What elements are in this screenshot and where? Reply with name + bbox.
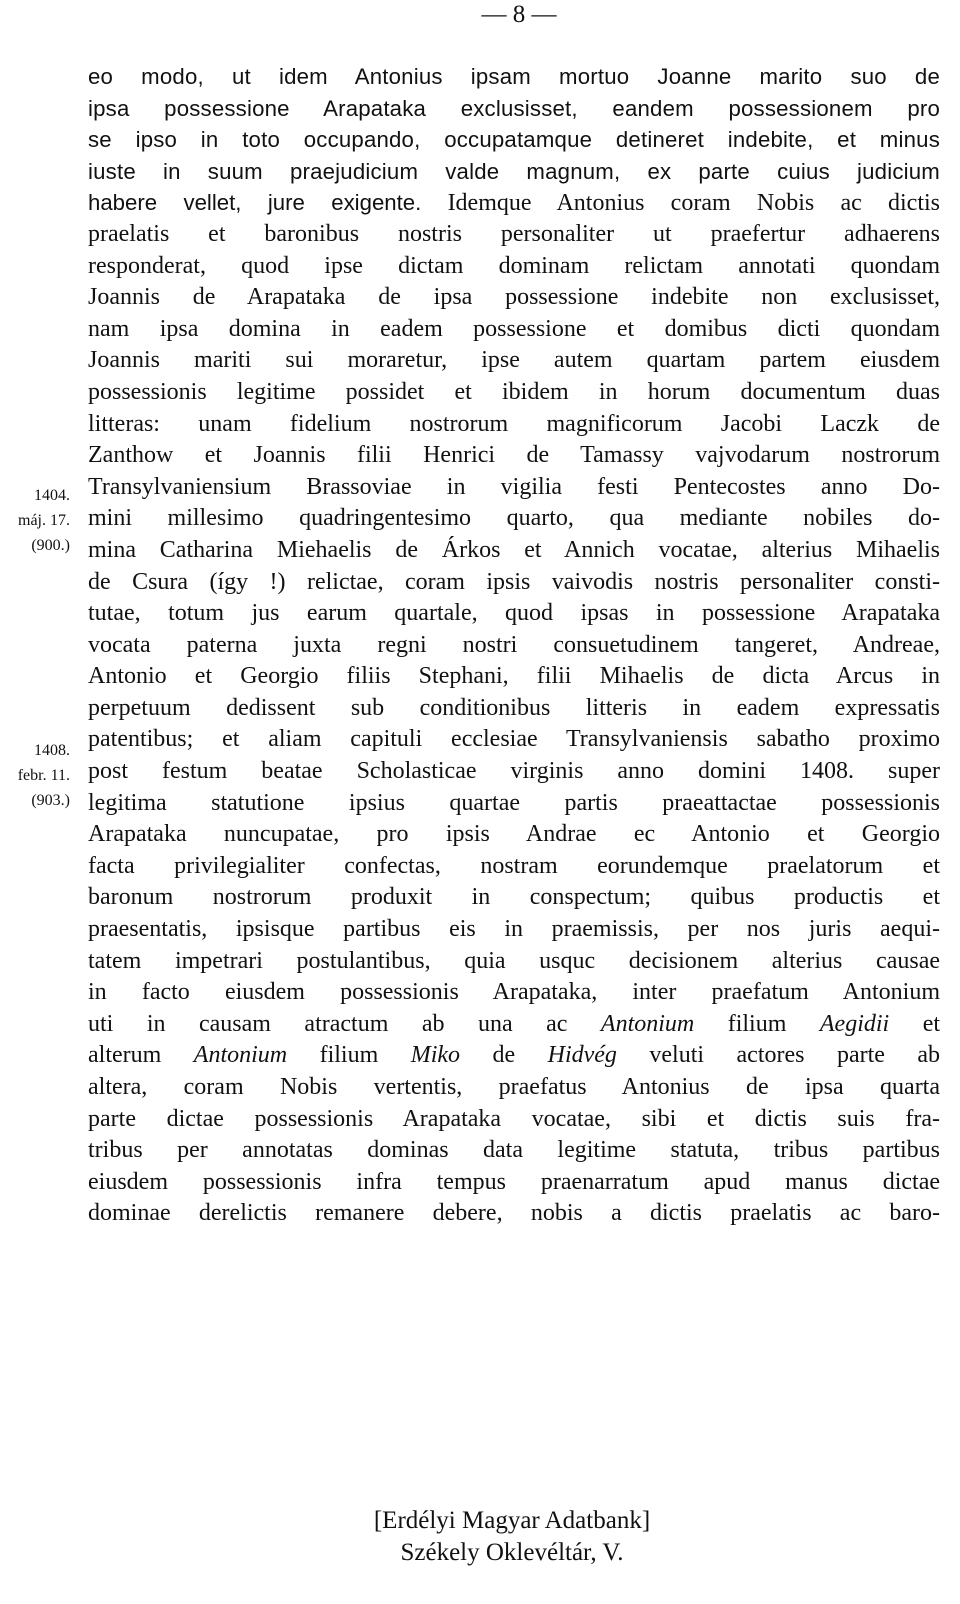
text-line: eo modo, ut idem Antonius ipsam mortuo Joanne marito suo de xyxy=(88,64,940,89)
italic-name: Antonium xyxy=(600,1010,695,1037)
text-segment: et xyxy=(922,1010,941,1037)
text-line: responderat, quod ipse dictam dominam relictam annotati quondam xyxy=(88,252,940,279)
text-line: possessionis legitime possidet et ibidem in horum documentum duas xyxy=(88,378,940,405)
footer-title: Székely Oklevéltár, V. xyxy=(400,1539,624,1566)
text-line: vocata paterna juxta regni nostri consuetudinem tangeret, Andreae, xyxy=(88,631,940,658)
text-line: nam ipsa domina in eadem possessione et domibus dicti quondam xyxy=(88,315,940,342)
text-line: altera, coram Nobis vertentis, praefatus Antonius de ipsa quarta xyxy=(88,1074,940,1100)
text-line: patentibus; et aliam capituli ecclesiae Transylvaniensis sabatho proximo xyxy=(88,726,940,753)
text-line: Joannis mariti sui moraretur, ipse autem quartam partem eiusdem xyxy=(88,347,940,374)
text-line: Transylvaniensium Brassoviae in vigilia festi Pentecostes anno Do- xyxy=(88,473,940,500)
text-line: se ipso in toto occupando, occupatamque detineret indebite, et minus xyxy=(88,127,940,153)
margin-note-1404 xyxy=(2,483,70,558)
text-line: ipsa possessione Arapataka exclusisset, eandem possessionem pro xyxy=(88,95,940,121)
text-segment: Idemque Antonius coram Nobis ac dictis xyxy=(447,190,941,217)
text-line: facta privilegialiter confectas, nostram eorundemque praelatorum et xyxy=(88,852,940,879)
margin-note-date-line1: 1408. xyxy=(34,742,70,759)
margin-note-date-line2: máj. 17. xyxy=(18,512,70,529)
margin-note-ref: (903.) xyxy=(31,792,70,809)
text-segment: habere vellet, jure exigente. xyxy=(88,190,422,216)
text-line: iuste in suum praejudicium valde magnum, ex parte cuius judicium xyxy=(88,158,940,184)
margin-note-ref: (900.) xyxy=(31,537,70,554)
text-line xyxy=(88,187,940,219)
text-segment: alterum xyxy=(88,1042,162,1069)
text-segment: uti in causam atractum ab una ac xyxy=(88,1010,568,1037)
text-line: tutae, totum jus earum quartale, quod ipsas in possessione Arapataka xyxy=(88,600,940,627)
text-line: de Csura (így !) relictae, coram ipsis vaivodis nostris personaliter consti- xyxy=(88,568,940,595)
text-line xyxy=(88,1009,940,1041)
text-line: tribus per annotatas dominas data legitime statuta, tribus partibus xyxy=(88,1137,940,1164)
text-line: mini millesimo quadringentesimo quarto, qua mediante nobiles do- xyxy=(88,505,940,532)
text-line: litteras: unam fidelium nostrorum magnificorum Jacobi Laczk de xyxy=(88,410,940,437)
text-line: perpetuum dedissent sub conditionibus litteris in eadem expressatis xyxy=(88,694,940,721)
text-segment: veluti actores parte ab xyxy=(649,1042,941,1069)
footer-source: [Erdélyi Magyar Adatbank] xyxy=(373,1507,651,1534)
text-line: post festum beatae Scholasticae virginis anno domini 1408. super xyxy=(88,758,940,785)
text-segment: filium xyxy=(319,1042,379,1069)
text-segment: de xyxy=(492,1042,516,1069)
text-line: Joannis de Arapataka de ipsa possessione indebite non exclusisset, xyxy=(88,284,940,311)
text-segment: filium xyxy=(727,1010,787,1037)
italic-name: Aegidii xyxy=(819,1010,890,1037)
margin-note-date-line1: 1404. xyxy=(34,487,70,504)
text-line: dominae derelictis remanere debere, nobis a dictis praelatis ac baro- xyxy=(88,1200,940,1227)
text-line: eiusdem possessionis infra tempus praenarratum apud manus dictae xyxy=(88,1168,940,1195)
text-line: praelatis et baronibus nostris personaliter ut praefertur adhaerens xyxy=(88,220,940,247)
text-line: Arapataka nuncupatae, pro ipsis Andrae ec Antonio et Georgio xyxy=(88,821,940,848)
italic-name: Hidvég xyxy=(547,1042,617,1069)
italic-name: Miko xyxy=(410,1042,461,1069)
margin-note-date-line2: febr. 11. xyxy=(17,767,70,784)
margin-note-1408 xyxy=(2,738,70,813)
text-line: baronum nostrorum produxit in conspectum; quibus productis et xyxy=(88,884,940,911)
text-line: in facto eiusdem possessionis Arapataka, inter praefatum Antonium xyxy=(88,979,940,1006)
body-text xyxy=(88,61,940,1230)
text-line: Antonio et Georgio filiis Stephani, filii Mihaelis de dicta Arcus in xyxy=(88,663,940,690)
page-number: — 8 — xyxy=(481,1,557,28)
text-line: legitima statutione ipsius quartae partis praeattactae possessionis xyxy=(88,789,940,816)
italic-name: Antonium xyxy=(193,1042,288,1069)
text-line: mina Catharina Miehaelis de Árkos et Annich vocatae, alterius Mihaelis xyxy=(88,536,940,563)
text-line: Zanthow et Joannis filii Henrici de Tamassy vajvodarum nostrorum xyxy=(88,442,940,469)
text-line: praesentatis, ipsisque partibus eis in praemissis, per nos juris aequi- xyxy=(88,916,940,943)
text-line xyxy=(88,1040,940,1072)
text-line: parte dictae possessionis Arapataka vocatae, sibi et dictis suis fra- xyxy=(88,1105,940,1132)
text-line: tatem impetrari postulantibus, quia usquc decisionem alterius causae xyxy=(88,947,940,974)
